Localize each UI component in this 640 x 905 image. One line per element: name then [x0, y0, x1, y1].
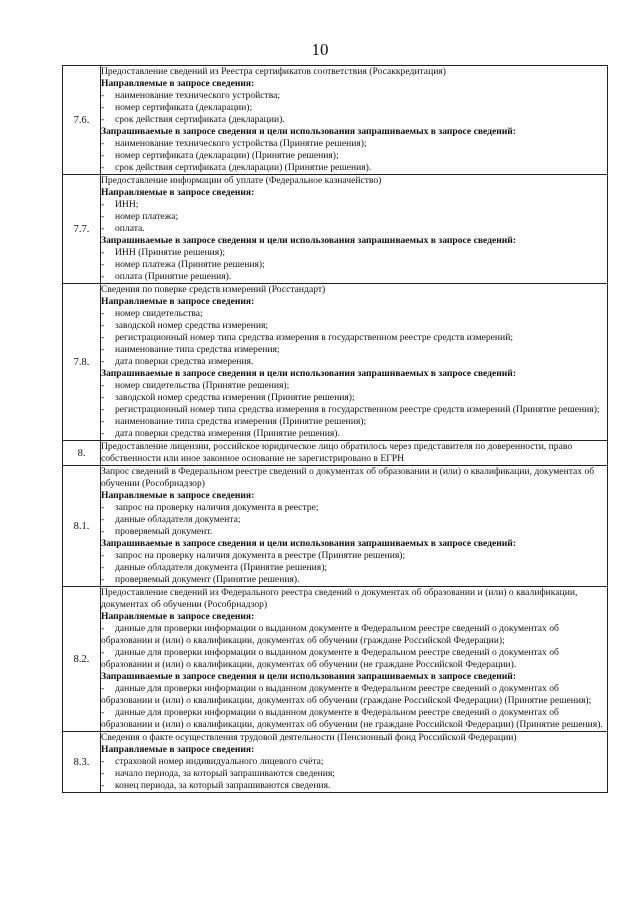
row-title: Запрос сведений в Федеральном реестре сведений о документах об образовании и (или) о квалификации, документах об обучении (Рособрнадзор) [101, 466, 595, 489]
list-item: - данные для проверки информации о выданном документе в Федеральном реестре сведений о документах об образовании и (или) о квалификации, документах об обучении (не граждане Российской Федерации). [101, 647, 559, 670]
list-item: - регистрационный номер типа средства измерения в государственном реестре средств измерений (Принятие решения); [101, 404, 600, 415]
list-item: - номер платежа (Принятие решения); [101, 259, 265, 270]
page-number: 10 [311, 40, 329, 59]
requested-heading: Запрашиваемые в запросе сведения и цели использования запрашиваемых в запросе сведений: [101, 671, 517, 682]
list-item: - проверяемый документ. [101, 526, 213, 537]
table-row [63, 441, 608, 466]
list-item: - номер сертификата (декларации) (Принятие решения); [101, 150, 339, 161]
row-number: 7.6. [63, 66, 101, 175]
list-item: - наименование типа средства измерения; [101, 344, 280, 355]
list-item: - проверяемый документ (Принятие решения). [101, 574, 300, 585]
list-item: - номер свидетельства (Принятие решения); [101, 380, 290, 391]
list-item: - наименование технического устройства (Принятие решения); [101, 138, 367, 149]
list-item: - заводской номер средства измерения; [101, 320, 269, 331]
table-row [63, 66, 608, 175]
row-title: Предоставление информации об уплате (Федеральное казначейство) [101, 175, 382, 186]
table-row [63, 175, 608, 284]
list-item: - номер свидетельства; [101, 308, 203, 319]
sent-heading: Направляемые в запросе сведения: [101, 296, 255, 307]
list-item: - срок действия сертификата (декларации) (Принятие решения). [101, 162, 372, 173]
list-item: - данные обладателя документа; [101, 514, 241, 525]
list-item: - регистрационный номер типа средства измерения в государственном реестре средств измерений; [101, 332, 513, 343]
list-item: - данные для проверки информации о выданном документе в Федеральном реестре сведений о документах об образовании и (или) о квалификации, документах об обучении (граждане Российской Федерации); [101, 623, 559, 646]
row-title: Предоставление сведений из Реестра сертификатов соответствия (Росаккредитация) [101, 66, 446, 77]
requested-heading: Запрашиваемые в запросе сведения и цели использования запрашиваемых в запросе сведений: [101, 126, 517, 137]
requested-heading: Запрашиваемые в запросе сведения и цели использования запрашиваемых в запросе сведений: [101, 235, 517, 246]
list-item: - страховой номер индивидуального лицевого счёта; [101, 756, 324, 767]
sent-heading: Направляемые в запросе сведения: [101, 187, 255, 198]
row-title: Предоставление лицензии, российское юридическое лицо обратилось через представителя по доверенности, право собственности или иное законное основание не зарегистрировано в ЕГРН [101, 441, 573, 464]
row-number: 7.7. [63, 175, 101, 284]
row-content [101, 466, 608, 587]
list-item: - запрос на проверку наличия документа в реестре; [101, 502, 319, 513]
row-content [101, 175, 608, 284]
list-item: - наименование технического устройства; [101, 90, 281, 101]
table-row [63, 732, 608, 793]
table-row [63, 587, 608, 732]
row-title: Сведения о факте осуществления трудовой деятельности (Пенсионный фонд Российской Федерации) [101, 732, 517, 743]
list-item: - данные обладателя документа (Принятие решения); [101, 562, 328, 573]
row-content [101, 732, 608, 793]
list-item: - срок действия сертификата (декларации). [101, 114, 285, 125]
requested-heading: Запрашиваемые в запросе сведения и цели использования запрашиваемых в запросе сведений: [101, 368, 517, 379]
row-number: 7.8. [63, 284, 101, 441]
row-number: 8. [63, 441, 101, 466]
row-title: Предоставление сведений из Федерального реестра сведений о документах об образовании и (или) о квалификации, документах об обучении (Рособрнадзор) [101, 587, 578, 610]
row-content [101, 587, 608, 732]
sent-heading: Направляемые в запросе сведения: [101, 78, 255, 89]
table-row [63, 466, 608, 587]
registry-table [62, 65, 608, 793]
row-number: 8.1. [63, 466, 101, 587]
list-item: - номер платежа; [101, 211, 179, 222]
list-item: - номер сертификата (декларации); [101, 102, 253, 113]
list-item: - ИНН; [101, 199, 139, 210]
table-row [63, 284, 608, 441]
row-content [101, 284, 608, 441]
requested-heading: Запрашиваемые в запросе сведения и цели использования запрашиваемых в запросе сведений: [101, 538, 517, 549]
row-number: 8.3. [63, 732, 101, 793]
row-content [101, 66, 608, 175]
list-item: - дата поверки средства измерения. [101, 356, 254, 367]
list-item: - заводской номер средства измерения (Принятие решения); [101, 392, 355, 403]
list-item: - конец периода, за который запрашиваются сведения. [101, 780, 331, 791]
list-item: - наименование типа средства измерения (Принятие решения); [101, 416, 367, 427]
row-number: 8.2. [63, 587, 101, 732]
sent-heading: Направляемые в запросе сведения: [101, 744, 255, 755]
list-item: - данные для проверки информации о выданном документе в Федеральном реестре сведений о документах об образовании и (или) о квалификации, документах об обучении (граждане Российской Федерации) (Принятие решения); [101, 683, 592, 706]
list-item: - запрос на проверку наличия документа в реестре (Принятие решения); [101, 550, 406, 561]
list-item: - начало периода, за который запрашиваются сведения; [101, 768, 335, 779]
list-item: - оплата (Принятие решения). [101, 271, 232, 282]
row-title: Сведения по поверке средств измерений (Росстандарт) [101, 284, 326, 295]
list-item: - оплата. [101, 223, 145, 234]
list-item: - данные для проверки информации о выданном документе в Федеральном реестре сведений о документах об образовании и (или) о квалификации, документах об обучении (не граждане Российской Федерации) (Принятие решения). [101, 707, 603, 730]
list-item: - дата поверки средства измерения (Принятие решения). [101, 428, 340, 439]
sent-heading: Направляемые в запросе сведения: [101, 490, 255, 501]
sent-heading: Направляемые в запросе сведения: [101, 611, 255, 622]
list-item: - ИНН (Принятие решения); [101, 247, 226, 258]
row-content [101, 441, 608, 466]
